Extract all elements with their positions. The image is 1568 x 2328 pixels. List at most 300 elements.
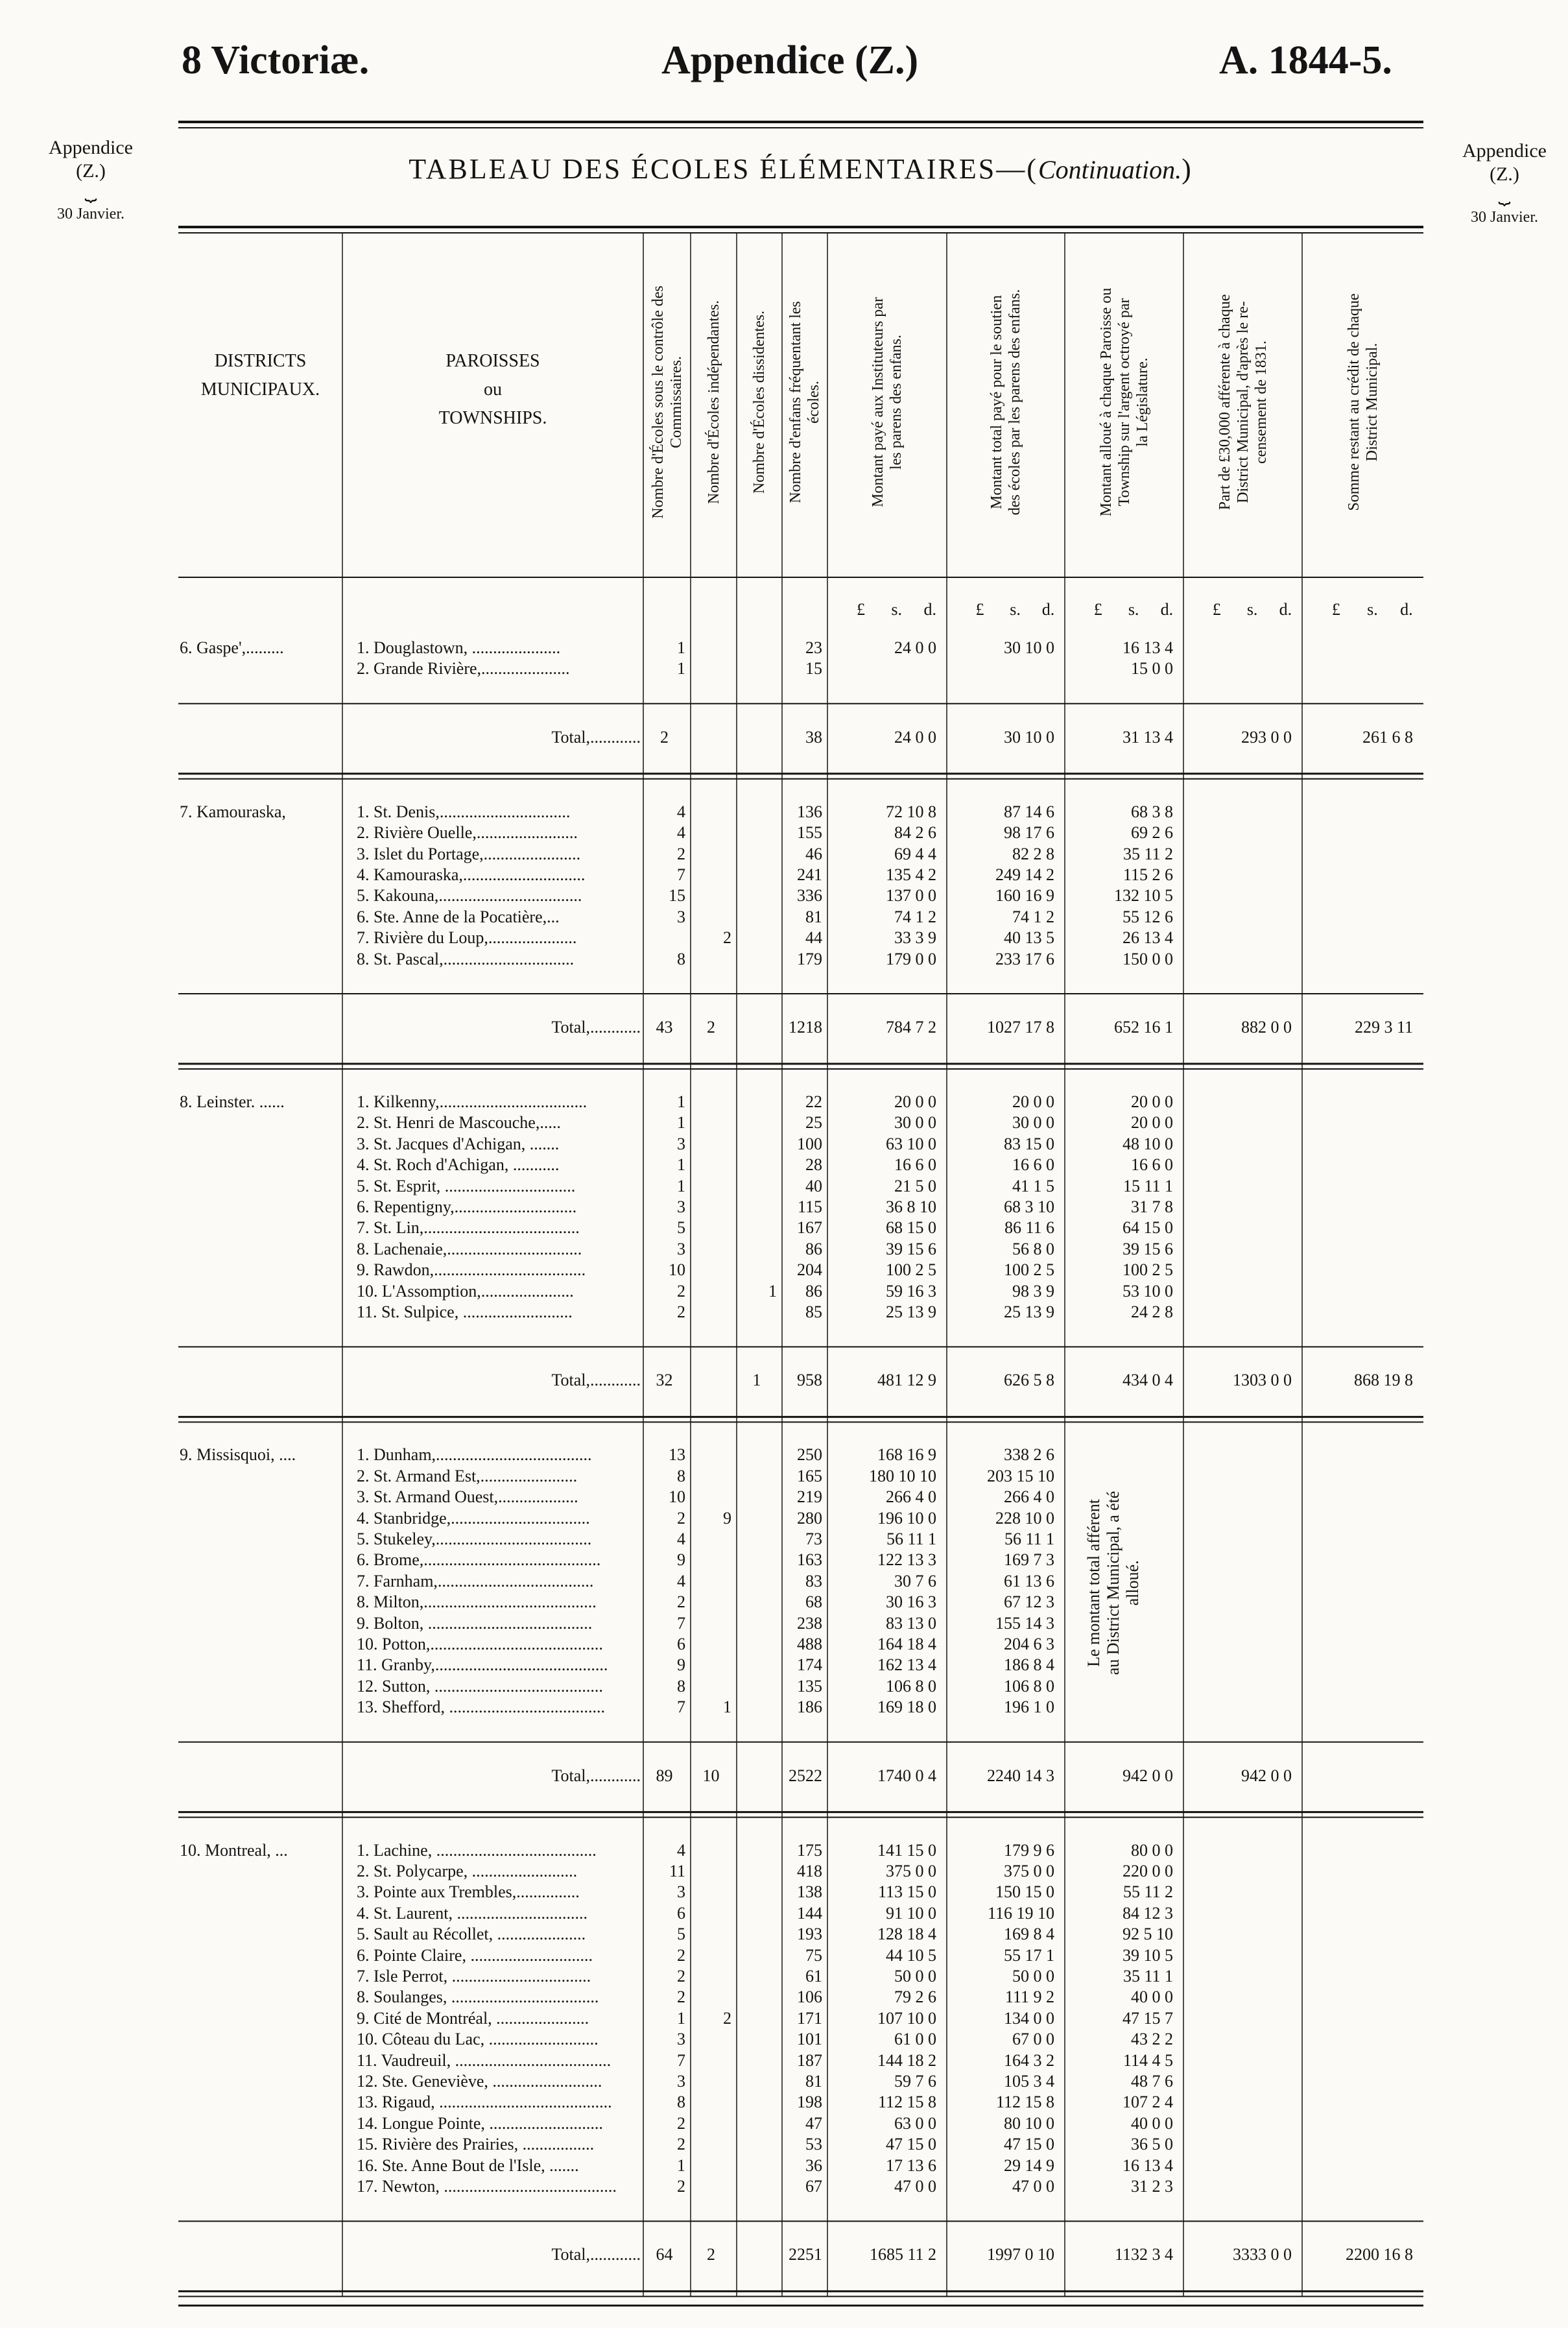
money-cell: 112 15 8 [995, 2093, 1054, 2112]
money-cell: 196 10 0 [877, 1508, 936, 1528]
money-cell: 169 18 0 [877, 1698, 936, 1717]
money-cell: 36 8 10 [886, 1197, 936, 1216]
parish-name: 12. Sutton, ........................................ [357, 1676, 603, 1696]
count-cell: 2 [677, 1987, 685, 2007]
money-cell: 74 1 2 [894, 907, 936, 926]
parish-name: 3. St. Jacques d'Achigan, ....... [357, 1134, 560, 1153]
count-cell: 144 [797, 1903, 822, 1923]
count-cell: 2 [677, 2177, 685, 2196]
count-cell: 53 [805, 2135, 822, 2154]
column-header-vertical-line: des écoles par les parens des enfans. [1006, 289, 1023, 516]
count-cell: 5 [677, 1925, 685, 1944]
count-cell: 1 [677, 1092, 685, 1111]
column-header-vertical-line: Part de £30,000 afférente à chaque [1216, 294, 1233, 510]
count-cell: 47 [805, 2113, 822, 2133]
parish-name: 4. Stanbridge,................................. [357, 1508, 590, 1528]
parish-name: 14. Longue Pointe, ........................... [357, 2113, 603, 2133]
money-cell: 24 2 8 [1131, 1302, 1173, 1321]
total-count-cell: 2 [707, 2245, 715, 2264]
parish-name: 5. Sault au Récollet, ..................... [357, 1925, 586, 1944]
money-cell: 220 0 0 [1123, 1862, 1173, 1880]
count-cell: 138 [797, 1882, 822, 1902]
money-cell: 266 4 0 [886, 1487, 936, 1507]
money-cell: 98 17 6 [1004, 823, 1054, 843]
total-money-cell: 1685 11 2 [869, 2245, 936, 2264]
count-cell: 198 [797, 2093, 822, 2112]
count-cell: 1 [677, 1155, 685, 1175]
count-cell: 1 [677, 2155, 685, 2175]
money-cell: 56 11 1 [886, 1530, 936, 1548]
count-cell: 11 [669, 1862, 685, 1880]
total-count-cell: 10 [702, 1766, 720, 1785]
count-cell: 1 [677, 638, 685, 657]
parish-name: 6. Ste. Anne de la Pocatière,... [357, 907, 560, 926]
money-cell: 29 14 9 [1004, 2155, 1054, 2175]
parish-name: 1. St. Denis,............................... [357, 802, 571, 821]
money-cell: 111 9 2 [1004, 1987, 1054, 2007]
money-cell: 35 11 2 [1123, 844, 1173, 863]
money-cell: 33 3 9 [894, 928, 936, 948]
count-cell: 2 [677, 2135, 685, 2154]
parish-name: 8. Lachenaie,................................ [357, 1239, 582, 1258]
count-cell: 174 [797, 1655, 822, 1675]
money-cell: 266 4 0 [1004, 1487, 1054, 1507]
money-cell: 122 13 3 [877, 1550, 936, 1570]
count-cell: 4 [677, 1840, 685, 1860]
count-cell: 179 [797, 949, 822, 968]
money-cell: 67 12 3 [1004, 1592, 1054, 1612]
parish-name: 8. St. Pascal,............................... [357, 949, 575, 968]
money-cell: 98 3 9 [1012, 1281, 1054, 1301]
total-money-cell: 24 0 0 [894, 727, 936, 747]
column-header-vertical-line: les parens des enfans. [888, 335, 905, 470]
money-cell: 50 0 0 [894, 1967, 936, 1986]
money-cell: 83 13 0 [886, 1613, 936, 1633]
money-unit-label: s. [1010, 600, 1021, 619]
money-cell: 50 0 0 [1012, 1967, 1054, 1986]
money-cell: 56 8 0 [1012, 1239, 1054, 1258]
total-money-cell: 1027 17 8 [987, 1018, 1054, 1037]
count-cell: 22 [805, 1092, 822, 1111]
money-cell: 180 10 10 [869, 1466, 936, 1485]
money-cell: 100 2 5 [1123, 1260, 1173, 1280]
money-unit-label: £ [975, 600, 984, 619]
parish-name: 1. Dunham,..................................... [357, 1445, 592, 1465]
count-cell: 7 [677, 865, 685, 884]
count-cell: 280 [797, 1508, 822, 1528]
count-cell: 163 [797, 1550, 822, 1570]
count-cell: 6 [677, 1635, 685, 1653]
money-cell: 203 15 10 [987, 1466, 1054, 1485]
count-cell: 3 [677, 2030, 685, 2049]
money-unit-label: s. [891, 600, 903, 619]
money-cell: 134 0 0 [1004, 2008, 1054, 2028]
column-header-districts-line: MUNICIPAUX. [200, 379, 320, 400]
money-cell: 72 10 8 [886, 802, 936, 821]
money-cell: 63 10 0 [886, 1134, 936, 1153]
money-cell: 16 6 0 [1012, 1155, 1054, 1175]
parish-name: 9. Cité de Montréal, ...................... [357, 2008, 589, 2028]
count-cell: 1 [677, 1176, 685, 1195]
total-money-cell: 3333 0 0 [1233, 2245, 1292, 2264]
brace-icon: ⏟ [84, 178, 97, 201]
money-cell: 114 4 5 [1123, 2050, 1173, 2070]
column-header-districts [178, 347, 342, 404]
header-session: 8 Victoriæ. [182, 38, 370, 82]
margin-date: 30 Janvier. [57, 206, 125, 222]
parish-name: 2. Grande Rivière,..................... [357, 659, 570, 678]
parish-name: 10. Potton,......................................... [357, 1635, 603, 1653]
parish-name: 16. Ste. Anne Bout de l'Isle, ....... [357, 2155, 579, 2175]
parish-name: 7. Rivière du Loup,..................... [357, 928, 577, 948]
count-cell: 4 [677, 823, 685, 843]
total-money-cell: 481 12 9 [877, 1371, 936, 1390]
count-cell: 4 [677, 1571, 685, 1590]
money-cell: 47 15 0 [886, 2135, 936, 2154]
money-cell: 39 15 6 [886, 1239, 936, 1258]
count-cell: 9 [677, 1655, 685, 1675]
money-cell: 196 1 0 [1004, 1698, 1054, 1717]
money-cell: 68 3 10 [1004, 1197, 1054, 1216]
money-cell: 69 2 6 [1131, 823, 1173, 843]
count-cell: 2 [723, 928, 731, 948]
count-cell: 36 [805, 2155, 822, 2175]
count-cell: 68 [805, 1592, 822, 1612]
money-cell: 106 8 0 [1004, 1676, 1054, 1696]
money-cell: 233 17 6 [995, 949, 1054, 968]
parish-name: 1. Kilkenny,................................... [357, 1092, 588, 1111]
count-cell: 100 [797, 1134, 822, 1153]
money-cell: 20 0 0 [1012, 1092, 1054, 1111]
count-cell: 67 [805, 2177, 822, 2196]
money-cell: 15 0 0 [1131, 659, 1173, 678]
count-cell: 3 [677, 1239, 685, 1258]
total-money-cell: 1132 3 4 [1114, 2245, 1173, 2264]
total-count-cell: 2 [660, 727, 669, 747]
column-header-paroisses [342, 347, 643, 433]
money-cell: 132 10 5 [1114, 886, 1173, 906]
total-count-cell: 2522 [789, 1766, 822, 1785]
count-cell: 187 [797, 2050, 822, 2070]
column-header-vertical [1345, 234, 1381, 571]
money-cell: 59 7 6 [894, 2072, 936, 2091]
allocation-note-line: alloué. [1123, 1559, 1142, 1606]
allocation-note [1084, 1452, 1143, 1712]
parish-name: 8. Milton,......................................... [357, 1592, 597, 1612]
parish-name: 6. Repentigny,............................. [357, 1197, 577, 1216]
count-cell: 238 [797, 1613, 822, 1633]
count-cell: 3 [677, 1882, 685, 1902]
money-cell: 338 2 6 [1004, 1445, 1054, 1465]
count-cell: 13 [669, 1445, 685, 1465]
money-cell: 25 13 9 [1004, 1302, 1054, 1321]
money-cell: 63 0 0 [894, 2113, 936, 2133]
money-cell: 169 7 3 [1004, 1550, 1054, 1570]
money-cell: 26 13 4 [1123, 928, 1173, 948]
count-cell: 488 [797, 1635, 822, 1653]
money-cell: 47 0 0 [1012, 2177, 1054, 2196]
money-cell: 162 13 4 [877, 1655, 936, 1675]
total-money-cell: 30 10 0 [1004, 727, 1054, 747]
total-money-cell: 868 19 8 [1354, 1371, 1413, 1390]
total-count-cell: 958 [797, 1371, 822, 1390]
total-money-cell: 229 3 11 [1354, 1018, 1413, 1037]
column-header-vertical-line: censement de 1831. [1252, 341, 1270, 464]
count-cell: 250 [797, 1445, 822, 1465]
money-cell: 179 9 6 [1004, 1840, 1054, 1860]
parish-name: 13. Rigaud, ......................................... [357, 2093, 612, 2112]
money-unit-label: £ [1212, 600, 1221, 619]
money-cell: 47 0 0 [894, 2177, 936, 2196]
money-cell: 30 0 0 [894, 1113, 936, 1133]
parish-name: 1. Douglastown, ..................... [357, 638, 561, 657]
money-cell: 144 18 2 [877, 2050, 936, 2070]
parish-name: 3. St. Armand Ouest,................... [357, 1487, 578, 1507]
count-cell: 1 [677, 2008, 685, 2028]
total-money-cell: 1997 0 10 [987, 2245, 1054, 2264]
count-cell: 86 [805, 1239, 822, 1258]
total-money-cell: 261 6 8 [1362, 727, 1413, 747]
money-cell: 105 3 4 [1004, 2072, 1054, 2091]
parish-name: 8. Soulanges, ................................... [357, 1987, 599, 2007]
parish-name: 15. Rivière des Prairies, ................. [357, 2135, 595, 2154]
money-cell: 168 16 9 [877, 1445, 936, 1465]
count-cell: 8 [677, 1466, 685, 1485]
column-header-vertical-line: Montant payé aux Instituteurs par [870, 297, 886, 507]
money-unit-label: £ [1093, 600, 1102, 619]
money-unit-label: £ [857, 600, 866, 619]
money-cell: 30 0 0 [1012, 1113, 1054, 1133]
count-cell: 2 [677, 844, 685, 863]
money-cell: 40 0 0 [1131, 1987, 1173, 2007]
money-unit-label: d. [1160, 600, 1174, 619]
count-cell: 5 [677, 1218, 685, 1238]
money-cell: 128 18 4 [877, 1925, 936, 1944]
money-cell: 40 13 5 [1004, 928, 1054, 948]
money-unit-label: d. [923, 600, 936, 619]
money-cell: 164 18 4 [877, 1635, 936, 1653]
money-cell: 141 15 0 [877, 1840, 936, 1860]
count-cell: 1 [723, 1698, 731, 1717]
count-cell: 1 [768, 1281, 777, 1301]
money-cell: 67 0 0 [1012, 2030, 1054, 2049]
money-cell: 107 2 4 [1123, 2093, 1173, 2112]
money-cell: 40 0 0 [1131, 2113, 1173, 2133]
money-cell: 53 10 0 [1123, 1281, 1173, 1301]
count-cell: 75 [805, 1945, 822, 1965]
column-header-vertical-line: Nombre d'Écoles indépendantes. [705, 300, 722, 505]
count-cell: 106 [797, 1987, 822, 2007]
total-label: Total,............ [551, 2245, 641, 2264]
parish-name: 5. Stukeley,..................................... [357, 1530, 592, 1548]
money-cell: 79 2 6 [894, 1987, 936, 2007]
money-cell: 43 2 2 [1131, 2030, 1173, 2049]
parish-name: 1. Lachine, ...................................... [357, 1840, 597, 1860]
parish-name: 12. Ste. Geneviève, .......................... [357, 2072, 602, 2091]
money-cell: 84 12 3 [1123, 1903, 1173, 1923]
count-cell: 3 [677, 1197, 685, 1216]
count-cell: 219 [797, 1487, 822, 1507]
parish-name: 10. L'Assomption,...................... [357, 1281, 574, 1301]
count-cell: 23 [805, 638, 822, 657]
money-cell: 64 15 0 [1123, 1218, 1173, 1238]
parish-name: 7. Isle Perrot, ................................. [357, 1967, 591, 1986]
count-cell: 167 [797, 1218, 822, 1238]
money-cell: 91 10 0 [886, 1903, 936, 1923]
count-cell: 3 [677, 907, 685, 926]
total-money-cell: 293 0 0 [1241, 727, 1292, 747]
header-appendix: Appendice (Z.) [661, 38, 919, 82]
money-cell: 30 7 6 [894, 1571, 936, 1590]
column-header-vertical-line: Nombre d'Écoles dissidentes. [751, 310, 768, 494]
count-cell: 9 [723, 1508, 731, 1528]
count-cell: 204 [797, 1260, 822, 1280]
parish-name: 17. Newton, ......................................... [357, 2177, 617, 2196]
parish-name: 6. Brome,.......................................... [357, 1550, 601, 1570]
district-name: 7. Kamouraska, [180, 802, 286, 821]
margin-label: Appendice [49, 137, 133, 158]
column-header-vertical [1216, 234, 1270, 571]
parish-name: 5. St. Esprit, ............................... [357, 1176, 576, 1195]
money-cell: 47 15 0 [1004, 2135, 1054, 2154]
count-cell: 2 [677, 1281, 685, 1301]
money-cell: 31 7 8 [1131, 1197, 1173, 1216]
total-money-cell: 2240 14 3 [987, 1766, 1054, 1785]
parish-name: 4. St. Roch d'Achigan, ........... [357, 1155, 560, 1175]
money-cell: 150 15 0 [995, 1882, 1054, 1902]
parish-name: 9. Rawdon,.................................... [357, 1260, 586, 1280]
count-cell: 6 [677, 1903, 685, 1923]
total-label: Total,............ [551, 1766, 641, 1785]
money-cell: 44 10 5 [886, 1945, 936, 1965]
count-cell: 9 [677, 1550, 685, 1570]
money-cell: 116 19 10 [987, 1903, 1054, 1923]
column-header-vertical-line: Commissaires. [667, 356, 685, 448]
table-title-main: TABLEAU DES ÉCOLES ÉLÉMENTAIRES—( [409, 153, 1038, 185]
money-cell: 115 2 6 [1123, 865, 1173, 884]
parish-name: 7. St. Lin,..................................... [357, 1218, 580, 1238]
total-count-cell: 1 [752, 1371, 761, 1390]
total-count-cell: 1218 [789, 1018, 822, 1037]
parish-name: 5. Kakouna,.................................. [357, 886, 582, 906]
column-header-vertical [750, 234, 768, 571]
count-cell: 7 [677, 1698, 685, 1717]
parish-name: 7. Farnham,..................................... [357, 1571, 594, 1590]
district-name: 10. Montreal, ... [180, 1840, 288, 1860]
column-header-paroisses-line: TOWNSHIPS. [438, 408, 547, 428]
total-count-cell: 38 [805, 727, 822, 747]
money-cell: 155 14 3 [995, 1613, 1054, 1633]
total-money-cell: 31 13 4 [1123, 727, 1173, 747]
count-cell: 2 [677, 2113, 685, 2133]
column-header-vertical-line: écoles. [805, 381, 822, 424]
money-cell: 82 2 8 [1012, 844, 1054, 863]
column-header-districts-line: DISTRICTS [214, 351, 307, 371]
margin-label: Appendice [1462, 140, 1547, 162]
count-cell: 44 [805, 928, 822, 948]
column-header-vertical [649, 234, 685, 571]
total-money-cell: 1303 0 0 [1233, 1371, 1292, 1390]
money-cell: 375 0 0 [1004, 1862, 1054, 1880]
column-header-vertical [705, 234, 723, 571]
brace-icon: ⏟ [1498, 181, 1511, 204]
money-unit-label: s. [1367, 600, 1378, 619]
total-count-cell: 2251 [789, 2245, 822, 2264]
count-cell: 46 [805, 844, 822, 863]
count-cell: 25 [805, 1113, 822, 1133]
count-cell: 165 [797, 1466, 822, 1485]
money-cell: 61 13 6 [1004, 1571, 1054, 1590]
money-cell: 15 11 1 [1123, 1176, 1173, 1195]
margin-date: 30 Janvier. [1471, 209, 1538, 226]
parish-name: 3. Pointe aux Trembles,............... [357, 1882, 580, 1902]
count-cell: 2 [723, 2008, 731, 2028]
count-cell: 2 [677, 1945, 685, 1965]
count-cell: 86 [805, 1281, 822, 1301]
margin-ref: (Z.) [76, 160, 106, 182]
money-cell: 249 14 2 [995, 865, 1054, 884]
column-header-vertical [1097, 234, 1152, 571]
total-count-cell: 64 [656, 2245, 673, 2264]
money-unit-label: s. [1128, 600, 1139, 619]
parish-name: 2. St. Armand Est,....................... [357, 1466, 578, 1485]
money-unit-label: d. [1041, 600, 1055, 619]
column-header-vertical [988, 234, 1024, 571]
money-cell: 55 11 2 [1123, 1882, 1173, 1902]
money-cell: 30 10 0 [1004, 638, 1054, 657]
parish-name: 6. Pointe Claire, ............................. [357, 1945, 593, 1965]
money-cell: 228 10 0 [995, 1508, 1054, 1528]
column-header-vertical-line: la Législature. [1134, 357, 1151, 447]
money-cell: 87 14 6 [1004, 802, 1054, 821]
money-cell: 35 11 1 [1123, 1967, 1173, 1986]
column-header-vertical [869, 234, 905, 571]
count-cell: 171 [797, 2008, 822, 2028]
money-cell: 80 0 0 [1131, 1840, 1173, 1860]
count-cell: 15 [805, 659, 822, 678]
money-cell: 137 0 0 [886, 886, 936, 906]
total-money-cell: 652 16 1 [1114, 1018, 1173, 1037]
table-title-italic: Continuation. [1038, 155, 1182, 184]
parish-name: 2. Rivière Ouelle,........................ [357, 823, 578, 843]
parish-name: 11. St. Sulpice, .......................... [357, 1302, 573, 1321]
money-cell: 160 16 9 [995, 886, 1054, 906]
money-cell: 20 0 0 [1131, 1092, 1173, 1111]
column-header-vertical-line: Montant total payé pour le soutien [988, 295, 1005, 509]
money-cell: 36 5 0 [1131, 2135, 1173, 2154]
count-cell: 175 [797, 1840, 822, 1860]
money-cell: 16 13 4 [1123, 2155, 1173, 2175]
total-money-cell: 942 0 0 [1241, 1766, 1292, 1785]
column-header-vertical-line: Township sur l'argent octroyé par [1115, 298, 1133, 507]
count-cell: 3 [677, 2072, 685, 2091]
money-cell: 56 11 1 [1004, 1530, 1054, 1548]
total-money-cell: 2200 16 8 [1346, 2245, 1413, 2264]
count-cell: 83 [805, 1571, 822, 1590]
column-header-vertical-line: Nombre d'enfans fréquentant les [787, 301, 804, 503]
money-cell: 41 1 5 [1012, 1176, 1054, 1195]
parish-name: 13. Shefford, ..................................... [357, 1698, 606, 1717]
allocation-note-line: au District Municipal, a été [1104, 1491, 1123, 1675]
money-cell: 92 5 10 [1123, 1925, 1173, 1944]
count-cell: 73 [805, 1530, 822, 1548]
money-cell: 25 13 9 [886, 1302, 936, 1321]
parish-name: 10. Côteau du Lac, .......................... [357, 2030, 599, 2049]
money-cell: 80 10 0 [1004, 2113, 1054, 2133]
count-cell: 1 [677, 659, 685, 678]
total-label: Total,............ [551, 1371, 641, 1390]
money-cell: 55 12 6 [1123, 907, 1173, 926]
